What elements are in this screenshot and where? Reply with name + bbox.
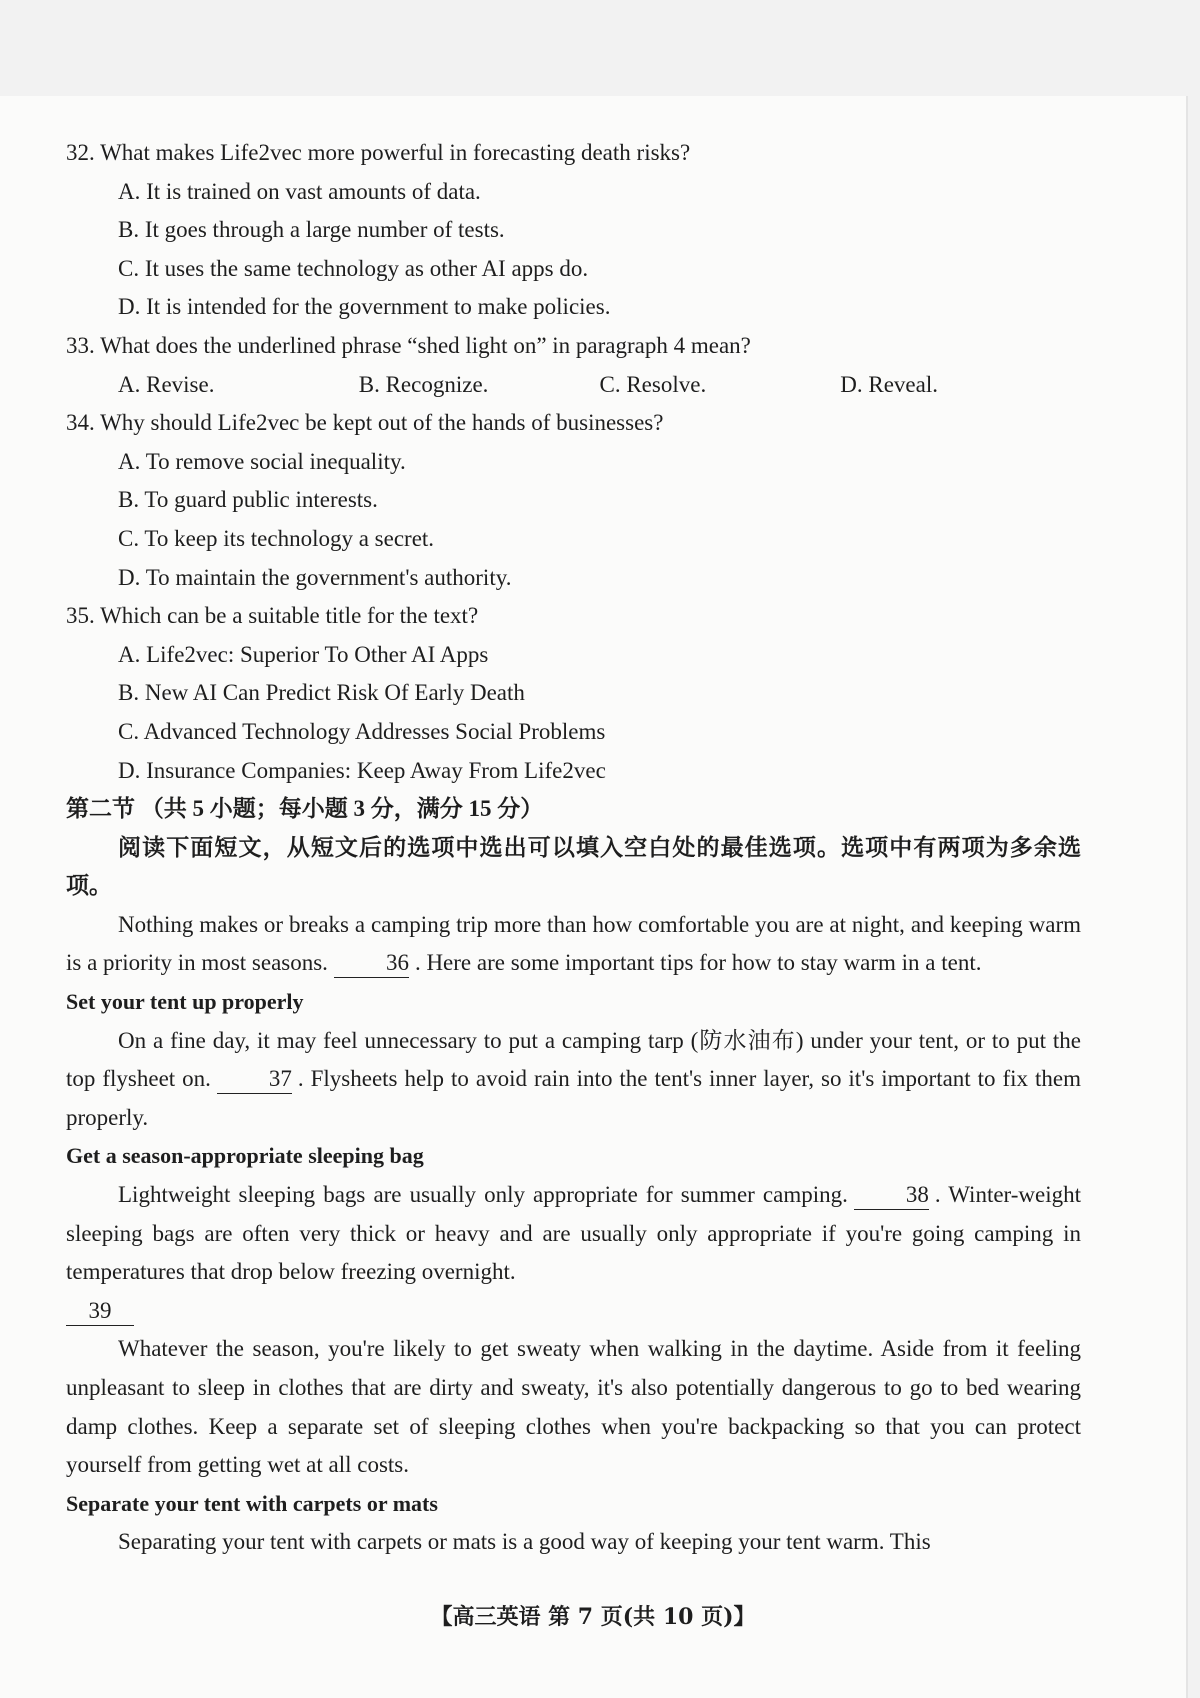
exam-page — [0, 96, 1188, 1698]
passage-paragraph-4: Separating your tent with carpets or mats is a good way of keeping your tent warm. This — [118, 1529, 931, 1555]
page-footer: 【高三英语 第 7 页(共 10 页)】 — [430, 1604, 756, 1630]
question-32-option-d: D. It is intended for the government to make policies. — [118, 294, 611, 320]
question-33-option-a: A. Revise. — [118, 371, 215, 397]
question-33-option-c: C. Resolve. — [599, 371, 707, 397]
question-34-option-c: C. To keep its technology a secret. — [118, 525, 435, 551]
question-34-option-d: D. To maintain the government's authority. — [118, 564, 512, 590]
blank-39: 39 — [66, 1297, 134, 1326]
blank-39-line — [66, 1292, 1081, 1331]
question-32-stem: 32. What makes Life2vec more powerful in forecasting death risks? — [66, 140, 691, 165]
paragraph-1-text: On a fine day, it may feel unnecessary to put a camping tarp (防水油布) under your tent, or to put the top flysheet on. — [66, 1027, 1081, 1092]
question-35-option-d: D. Insurance Companies: Keep Away From Life2vec — [118, 757, 606, 783]
passage-paragraph-3: Whatever the season, you're likely to get sweaty when walking in the daytime. Aside from it feeling unpleasant to sleep in clothes that are dirty and sweaty, it's also potentially dangerous to go to bed wearing damp clothes. Keep a separate set of sleeping clothes when you're backpacking so that you can protect yourself from getting wet at all costs. — [66, 1336, 1081, 1478]
question-34-option-b: B. To guard public interests. — [118, 487, 378, 513]
page-content — [66, 134, 1081, 1562]
blank-36: 36 — [334, 949, 409, 978]
passage-paragraph-1 — [66, 1022, 1081, 1138]
question-35-stem: 35. Which can be a suitable title for the text? — [66, 603, 479, 629]
heading-sleeping-bag: Get a season-appropriate sleeping bag — [66, 1143, 424, 1169]
question-33-option-d: D. Reveal. — [840, 371, 938, 397]
question-33-option-b: B. Recognize. — [358, 371, 489, 397]
question-34-stem: 34. Why should Life2vec be kept out of the hands of businesses? — [66, 410, 664, 436]
blank-38: 38 — [854, 1181, 929, 1210]
paragraph-2-text-end: . Winter-weight sleeping bags are often very thick or heavy and are usually only appropriate if you're going camping in temperatures that drop below freezing overnight. — [66, 1182, 1081, 1285]
paragraph-2-text: Lightweight sleeping bags are usually only appropriate for summer camping. — [118, 1182, 848, 1208]
heading-set-tent-up: Set your tent up properly — [66, 989, 304, 1015]
question-32-option-c: C. It uses the same technology as other AI apps do. — [118, 255, 589, 281]
passage-intro-text-end: . Here are some important tips for how to stay warm in a tent. — [414, 950, 982, 976]
question-32-option-b: B. It goes through a large number of tests. — [118, 217, 505, 243]
passage-paragraph-2 — [66, 1176, 1081, 1292]
section-title: 第二节 （共 5 小题；每小题 3 分，满分 15 分） — [66, 796, 544, 822]
question-33-stem: 33. What does the underlined phrase “shed light on” in paragraph 4 mean? — [66, 332, 751, 358]
question-32-option-a: A. It is trained on vast amounts of data. — [118, 178, 481, 204]
paragraph-1-text-end: . Flysheets help to avoid rain into the tent's inner layer, so it's important to fix them properly. — [66, 1066, 1082, 1130]
heading-carpets-mats: Separate your tent with carpets or mats — [66, 1490, 438, 1516]
blank-37: 37 — [217, 1065, 292, 1094]
passage-intro — [66, 906, 1081, 983]
question-33-options — [66, 366, 1081, 405]
question-35-option-b: B. New AI Can Predict Risk Of Early Death — [118, 680, 525, 706]
section-instruction: 阅读下面短文，从短文后的选项中选出可以填入空白处的最佳选项。选项中有两项为多余选项。 — [66, 834, 1081, 899]
question-34-option-a: A. To remove social inequality. — [118, 448, 406, 474]
passage-intro-text: Nothing makes or breaks a camping trip more than how comfortable you are at night, and keeping warm is a priority in most seasons. — [66, 911, 1081, 976]
question-35-option-a: A. Life2vec: Superior To Other AI Apps — [118, 641, 489, 667]
question-35-option-c: C. Advanced Technology Addresses Social Problems — [118, 718, 606, 744]
